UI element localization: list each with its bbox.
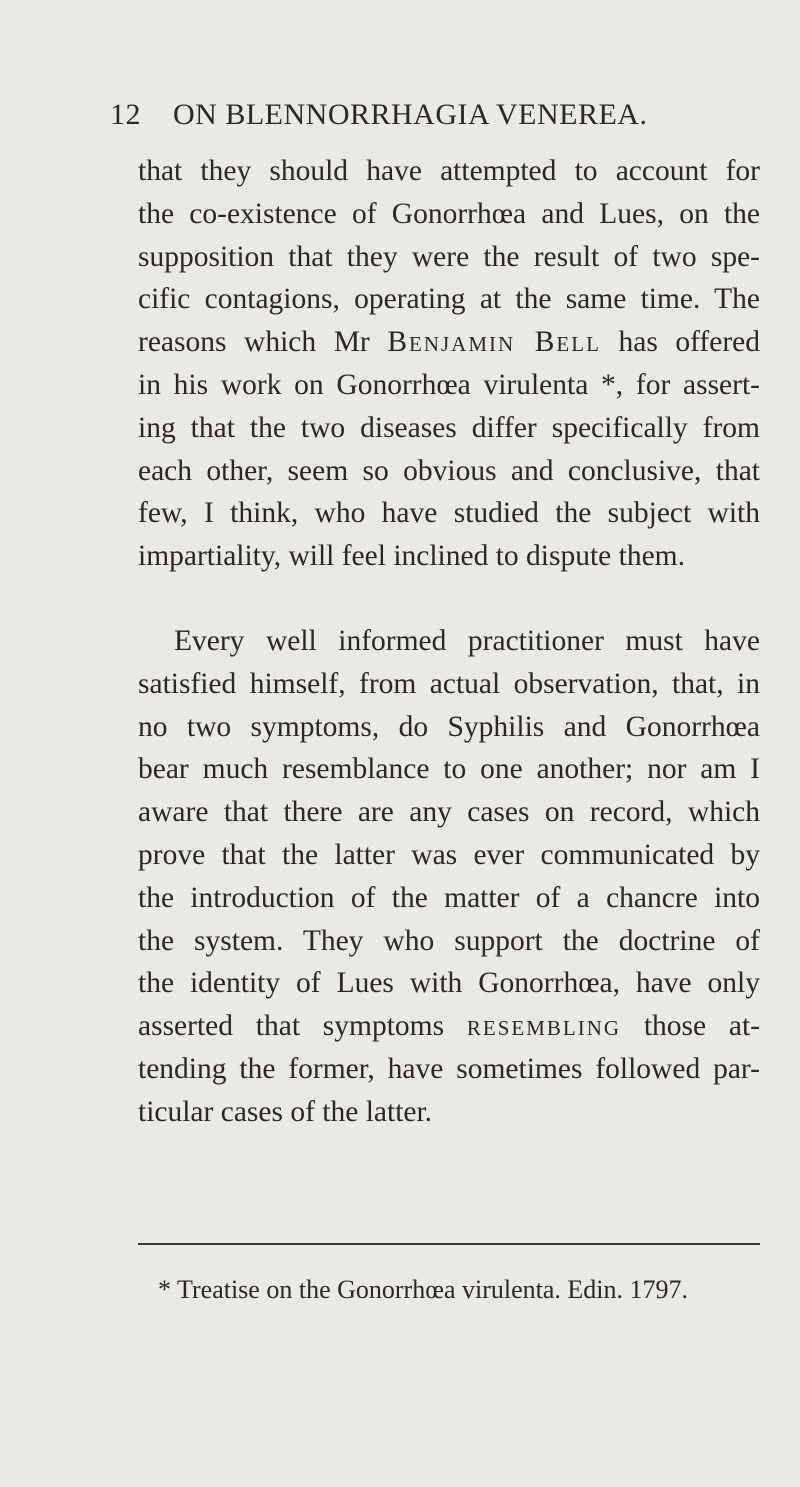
text-line: the system. They who support the doctrine of [138, 924, 760, 957]
text-line: each other, seem so obvious and conclusive, that [138, 454, 760, 487]
text-line: the co-existence of Gonorrhœa and Lues, on the [138, 197, 760, 230]
text-line: prove that the latter was ever communicated by [138, 838, 760, 871]
text-line: the identity of Lues with Gonorrhœa, have only [138, 967, 760, 1000]
text-line: in his work on Gonorrhœa virulenta *, for assert- [138, 368, 760, 401]
text-fragment: those at- [621, 1010, 760, 1043]
footnote: * Treatise on the Gonorrhœa virulenta. Edin. 1797. [158, 1275, 689, 1304]
text-line: satisfied himself, from actual observation, that, in [138, 667, 760, 700]
text-line: Every well informed practitioner must have [174, 624, 760, 657]
text-line: the introduction of the matter of a chancre into [138, 881, 760, 914]
text-line: impartiality, will feel inclined to dispute them. [138, 540, 685, 573]
text-line: tending the former, have sometimes followed par- [138, 1052, 760, 1085]
text-line: supposition that they were the result of two spe- [138, 240, 760, 273]
text-fragment: asserted that symptoms [138, 1010, 467, 1043]
paragraph [138, 620, 760, 1134]
paragraph [138, 150, 760, 578]
body-text [138, 150, 760, 1134]
text-line: few, I think, who have studied the subject with [138, 497, 760, 530]
text-line: cific contagions, operating at the same time. The [138, 283, 760, 316]
text-line [138, 1005, 760, 1048]
footnote-rule [138, 1243, 760, 1245]
text-line: ing that the two diseases differ specifically from [138, 411, 760, 444]
text-line: that they should have attempted to account for [138, 155, 760, 187]
text-fragment: has offered [600, 326, 761, 359]
text-line: aware that there are any cases on record, which [138, 796, 760, 829]
text-line: no two symptoms, do Syphilis and Gonorrhœa [138, 710, 760, 743]
running-head [110, 98, 647, 132]
author-name: Benjamin Bell [387, 326, 601, 359]
paragraph-gap [138, 578, 760, 620]
page-number: 12 [110, 98, 141, 131]
text-fragment: reasons which Mr [138, 326, 388, 359]
running-title: ON BLENNORRHAGIA VENEREA. [173, 98, 648, 131]
text-line: ticular cases of the latter. [138, 1095, 433, 1128]
emphasized-word: resembling [466, 1010, 622, 1043]
text-line [138, 321, 760, 364]
text-line: bear much resemblance to one another; nor am I [138, 753, 760, 786]
